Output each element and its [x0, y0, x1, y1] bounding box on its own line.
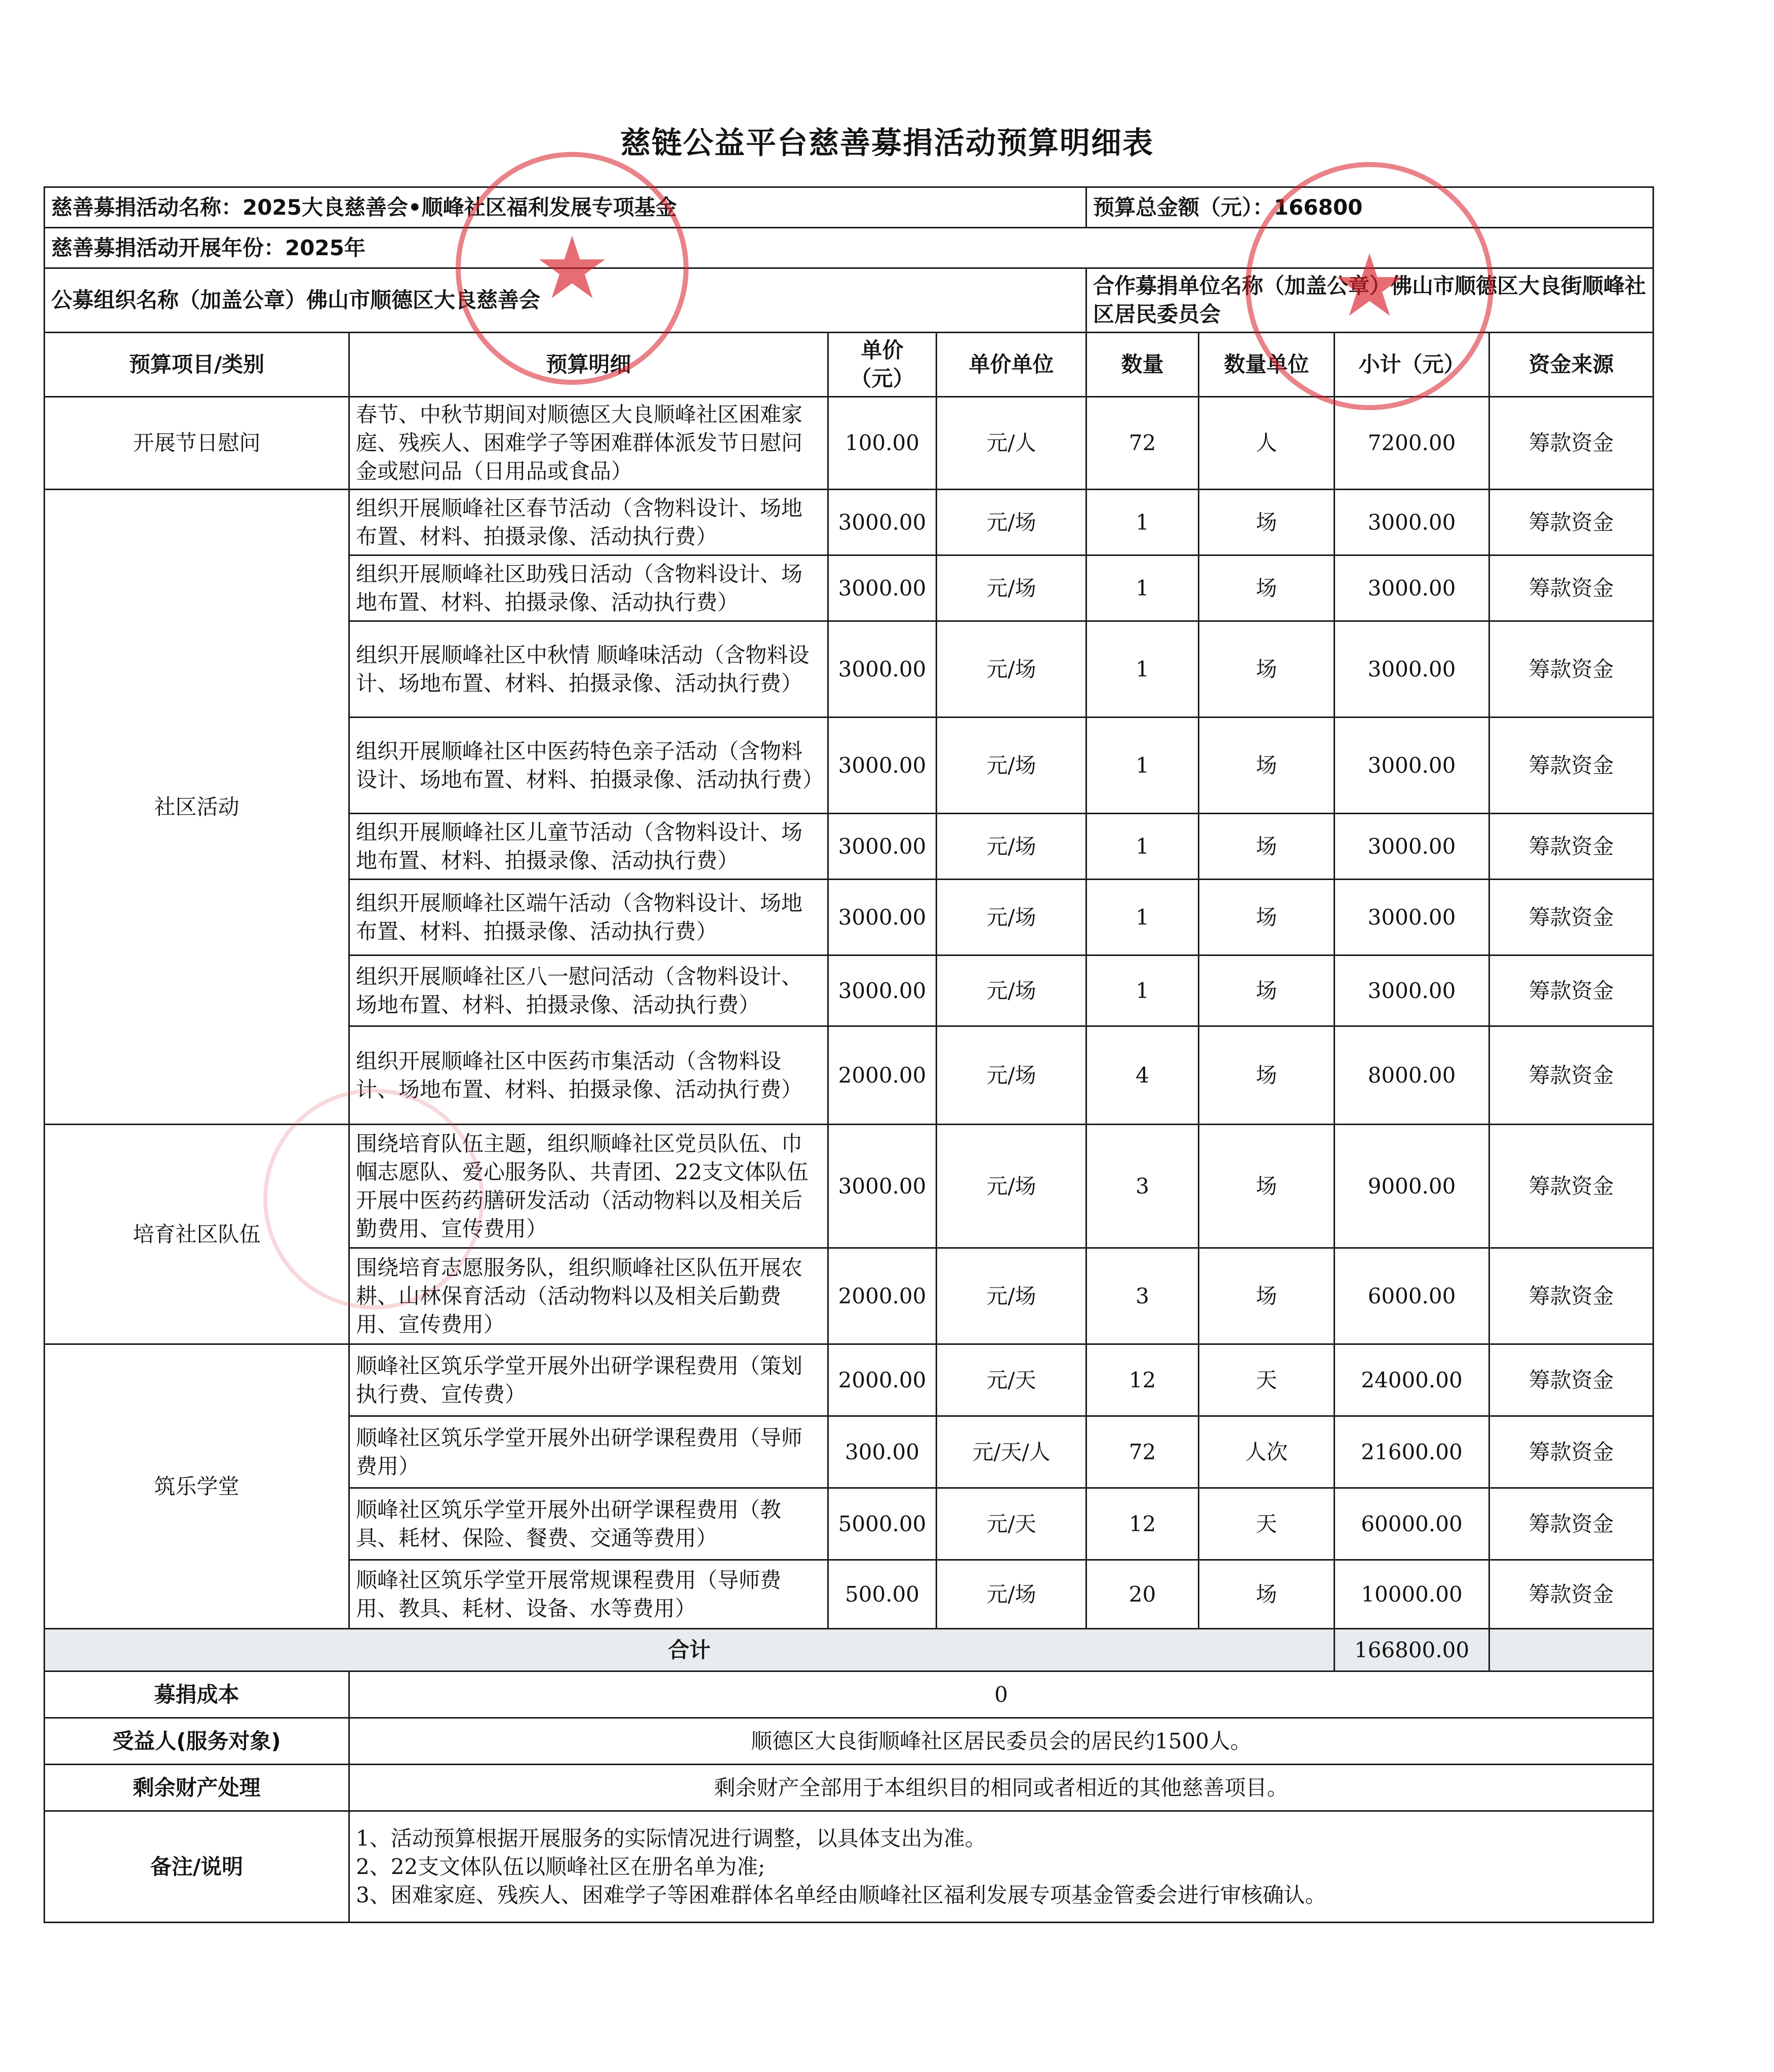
table-row — [45, 397, 1654, 490]
source-cell: 筹款资金 — [1489, 1344, 1654, 1416]
subtotal-cell: 60000.00 — [1335, 1488, 1489, 1560]
detail-cell: 组织开展顺峰社区中秋情 顺峰味活动（含物料设计、场地布置、材料、拍摄录像、活动执行费） — [349, 621, 828, 718]
cost-value: 0 — [349, 1671, 1654, 1718]
price-unit-cell: 元/场 — [937, 955, 1086, 1026]
detail-cell: 顺峰社区筑乐学堂开展外出研学课程费用（策划执行费、宣传费） — [349, 1344, 828, 1416]
source-cell: 筹款资金 — [1489, 555, 1654, 621]
subtotal-cell: 3000.00 — [1335, 555, 1489, 621]
price-cell: 3000.00 — [828, 621, 937, 718]
cost-label: 募捐成本 — [45, 1671, 349, 1718]
qty-unit-cell: 场 — [1199, 1125, 1335, 1248]
subtotal-cell: 3000.00 — [1335, 880, 1489, 955]
table-row — [45, 1344, 1654, 1416]
price-cell: 3000.00 — [828, 1125, 937, 1248]
organizer-name: 公募组织名称（加盖公章）佛山市顺德区大良慈善会 — [45, 268, 1086, 333]
partner-name: 合作募捐单位名称（加盖公章）佛山市顺德区大良街顺峰社区居民委员会 — [1086, 268, 1654, 333]
price-cell: 3000.00 — [828, 955, 937, 1026]
notes-row — [45, 1811, 1654, 1923]
price-cell: 100.00 — [828, 397, 937, 490]
subtotal-cell: 24000.00 — [1335, 1344, 1489, 1416]
source-cell: 筹款资金 — [1489, 1125, 1654, 1248]
price-cell: 2000.00 — [828, 1026, 937, 1125]
beneficiary-value: 顺德区大良街顺峰社区居民委员会的居民约1500人。 — [349, 1718, 1654, 1765]
source-cell: 筹款资金 — [1489, 397, 1654, 490]
qty-unit-cell: 天 — [1199, 1488, 1335, 1560]
price-unit-cell: 元/场 — [937, 718, 1086, 814]
price-unit-cell: 元/场 — [937, 1125, 1086, 1248]
note-line: 1、活动预算根据开展服务的实际情况进行调整，以具体支出为准。 — [356, 1825, 986, 1851]
price-unit-cell: 元/场 — [937, 814, 1086, 880]
detail-cell: 组织开展顺峰社区春节活动（含物料设计、场地布置、材料、拍摄录像、活动执行费） — [349, 490, 828, 555]
price-cell: 500.00 — [828, 1560, 937, 1629]
qty-unit-cell: 场 — [1199, 955, 1335, 1026]
subtotal-cell: 3000.00 — [1335, 814, 1489, 880]
qty-cell: 3 — [1086, 1125, 1199, 1248]
qty-cell: 1 — [1086, 955, 1199, 1026]
price-unit-cell: 元/天 — [937, 1488, 1086, 1560]
qty-cell: 1 — [1086, 621, 1199, 718]
subtotal-cell: 3000.00 — [1335, 955, 1489, 1026]
qty-unit-cell: 场 — [1199, 814, 1335, 880]
surplus-label: 剩余财产处理 — [45, 1765, 349, 1811]
qty-unit-cell: 天 — [1199, 1344, 1335, 1416]
subtotal-cell: 10000.00 — [1335, 1560, 1489, 1629]
total-budget: 预算总金额（元）：166800 — [1086, 187, 1654, 228]
price-cell: 3000.00 — [828, 814, 937, 880]
subtotal-cell: 9000.00 — [1335, 1125, 1489, 1248]
qty-unit-cell: 场 — [1199, 490, 1335, 555]
qty-unit-cell: 场 — [1199, 621, 1335, 718]
qty-unit-cell: 场 — [1199, 718, 1335, 814]
cost-row — [45, 1671, 1654, 1718]
qty-cell: 3 — [1086, 1248, 1199, 1344]
source-cell: 筹款资金 — [1489, 1026, 1654, 1125]
qty-cell: 1 — [1086, 814, 1199, 880]
seal-star-icon: ★ — [1330, 236, 1408, 336]
detail-cell: 组织开展顺峰社区中医药市集活动（含物料设计、场地布置、材料、拍摄录像、活动执行费） — [349, 1026, 828, 1125]
qty-unit-cell: 场 — [1199, 555, 1335, 621]
surplus-value: 剩余财产全部用于本组织目的相同或者相近的其他慈善项目。 — [349, 1765, 1654, 1811]
detail-cell: 组织开展顺峰社区助残日活动（含物料设计、场地布置、材料、拍摄录像、活动执行费） — [349, 555, 828, 621]
qty-unit-cell: 场 — [1199, 880, 1335, 955]
source-cell: 筹款资金 — [1489, 880, 1654, 955]
qty-unit-cell: 人 — [1199, 397, 1335, 490]
col-header-subtotal: 小计（元） — [1335, 333, 1489, 397]
qty-unit-cell: 场 — [1199, 1560, 1335, 1629]
col-header-detail: 预算明细 — [349, 333, 828, 397]
table-row — [45, 490, 1654, 555]
activity-year: 慈善募捐活动开展年份：2025年 — [45, 228, 1654, 268]
col-header-price-unit: 单价单位 — [937, 333, 1086, 397]
price-unit-cell: 元/人 — [937, 397, 1086, 490]
note-line: 2、22支文体队伍以顺峰社区在册名单为准; — [356, 1854, 765, 1879]
category-cell: 社区活动 — [45, 490, 349, 1125]
col-header-qty: 数量 — [1086, 333, 1199, 397]
detail-cell: 组织开展顺峰社区中医药特色亲子活动（含物料设计、场地布置、材料、拍摄录像、活动执行费） — [349, 718, 828, 814]
document-title: 慈链公益平台慈善募捐活动预算明细表 — [620, 126, 1154, 161]
price-cell: 2000.00 — [828, 1248, 937, 1344]
qty-cell: 1 — [1086, 880, 1199, 955]
column-header-row — [45, 333, 1654, 397]
subtotal-cell: 6000.00 — [1335, 1248, 1489, 1344]
qty-cell: 1 — [1086, 555, 1199, 621]
total-label: 合计 — [45, 1629, 1335, 1671]
source-cell: 筹款资金 — [1489, 1488, 1654, 1560]
note-line: 3、困难家庭、残疾人、困难学子等困难群体名单经由顺峰社区福利发展专项基金管委会进行审核确认。 — [356, 1882, 1326, 1907]
price-unit-cell: 元/天 — [937, 1344, 1086, 1416]
price-cell: 3000.00 — [828, 490, 937, 555]
activity-name: 慈善募捐活动名称：2025大良慈善会•顺峰社区福利发展专项基金 — [45, 187, 1086, 228]
source-cell: 筹款资金 — [1489, 814, 1654, 880]
qty-cell: 72 — [1086, 1416, 1199, 1488]
detail-cell: 组织开展顺峰社区儿童节活动（含物料设计、场地布置、材料、拍摄录像、活动执行费） — [349, 814, 828, 880]
price-unit-cell: 元/场 — [937, 490, 1086, 555]
qty-cell: 12 — [1086, 1488, 1199, 1560]
qty-cell: 1 — [1086, 490, 1199, 555]
total-value: 166800.00 — [1335, 1629, 1489, 1671]
detail-cell: 组织开展顺峰社区端午活动（含物料设计、场地布置、材料、拍摄录像、活动执行费） — [349, 880, 828, 955]
price-unit-cell: 元/场 — [937, 555, 1086, 621]
subtotal-cell: 7200.00 — [1335, 397, 1489, 490]
subtotal-cell: 3000.00 — [1335, 718, 1489, 814]
detail-cell: 组织开展顺峰社区八一慰问活动（含物料设计、场地布置、材料、拍摄录像、活动执行费） — [349, 955, 828, 1026]
detail-cell: 顺峰社区筑乐学堂开展外出研学课程费用（教具、耗材、保险、餐费、交通等费用） — [349, 1488, 828, 1560]
qty-unit-cell: 场 — [1199, 1248, 1335, 1344]
beneficiary-row — [45, 1718, 1654, 1765]
col-header-category: 预算项目/类别 — [45, 333, 349, 397]
source-cell: 筹款资金 — [1489, 1560, 1654, 1629]
price-unit-cell: 元/天/人 — [937, 1416, 1086, 1488]
category-cell: 培育社区队伍 — [45, 1125, 349, 1344]
qty-unit-cell: 人次 — [1199, 1416, 1335, 1488]
category-cell: 开展节日慰问 — [45, 397, 349, 490]
price-cell: 5000.00 — [828, 1488, 937, 1560]
source-cell: 筹款资金 — [1489, 490, 1654, 555]
detail-cell: 春节、中秋节期间对顺德区大良顺峰社区困难家庭、残疾人、困难学子等困难群体派发节日慰问金或慰问品（日用品或食品） — [349, 397, 828, 490]
price-cell: 3000.00 — [828, 718, 937, 814]
price-cell: 300.00 — [828, 1416, 937, 1488]
subtotal-cell: 8000.00 — [1335, 1026, 1489, 1125]
price-unit-cell: 元/场 — [937, 880, 1086, 955]
subtotal-cell: 3000.00 — [1335, 490, 1489, 555]
qty-cell: 72 — [1086, 397, 1199, 490]
col-header-price: 单价（元） — [828, 333, 937, 397]
subtotal-cell: 21600.00 — [1335, 1416, 1489, 1488]
detail-cell: 围绕培育队伍主题，组织顺峰社区党员队伍、巾帼志愿队、爱心服务队、共青团、22支文体队伍开展中医药药膳研发活动（活动物料以及相关后勤费用、宣传费用） — [349, 1125, 828, 1248]
source-cell: 筹款资金 — [1489, 718, 1654, 814]
total-source-empty — [1489, 1629, 1654, 1671]
table-row — [45, 1125, 1654, 1248]
col-header-qty-unit: 数量单位 — [1199, 333, 1335, 397]
category-cell: 筑乐学堂 — [45, 1344, 349, 1629]
notes-content — [349, 1811, 1654, 1923]
source-cell: 筹款资金 — [1489, 1248, 1654, 1344]
subtotal-cell: 3000.00 — [1335, 621, 1489, 718]
source-cell: 筹款资金 — [1489, 621, 1654, 718]
detail-cell: 顺峰社区筑乐学堂开展外出研学课程费用（导师费用） — [349, 1416, 828, 1488]
budget-table — [44, 186, 1654, 1923]
price-cell: 2000.00 — [828, 1344, 937, 1416]
surplus-row — [45, 1765, 1654, 1811]
seal-star-icon: ★ — [533, 218, 611, 318]
col-header-source: 资金来源 — [1489, 333, 1654, 397]
qty-unit-cell: 场 — [1199, 1026, 1335, 1125]
price-unit-cell: 元/场 — [937, 1248, 1086, 1344]
source-cell: 筹款资金 — [1489, 955, 1654, 1026]
price-cell: 3000.00 — [828, 880, 937, 955]
qty-cell: 1 — [1086, 718, 1199, 814]
price-cell: 3000.00 — [828, 555, 937, 621]
qty-cell: 4 — [1086, 1026, 1199, 1125]
qty-cell: 12 — [1086, 1344, 1199, 1416]
qty-cell: 20 — [1086, 1560, 1199, 1629]
notes-label: 备注/说明 — [45, 1811, 349, 1923]
detail-cell: 顺峰社区筑乐学堂开展常规课程费用（导师费用、教具、耗材、设备、水等费用） — [349, 1560, 828, 1629]
price-unit-cell: 元/场 — [937, 1560, 1086, 1629]
price-unit-cell: 元/场 — [937, 1026, 1086, 1125]
total-row — [45, 1629, 1654, 1671]
price-unit-cell: 元/场 — [937, 621, 1086, 718]
detail-cell: 围绕培育志愿服务队，组织顺峰社区队伍开展农耕、山林保育活动（活动物料以及相关后勤费用、宣传费用） — [349, 1248, 828, 1344]
source-cell: 筹款资金 — [1489, 1416, 1654, 1488]
beneficiary-label: 受益人(服务对象) — [45, 1718, 349, 1765]
